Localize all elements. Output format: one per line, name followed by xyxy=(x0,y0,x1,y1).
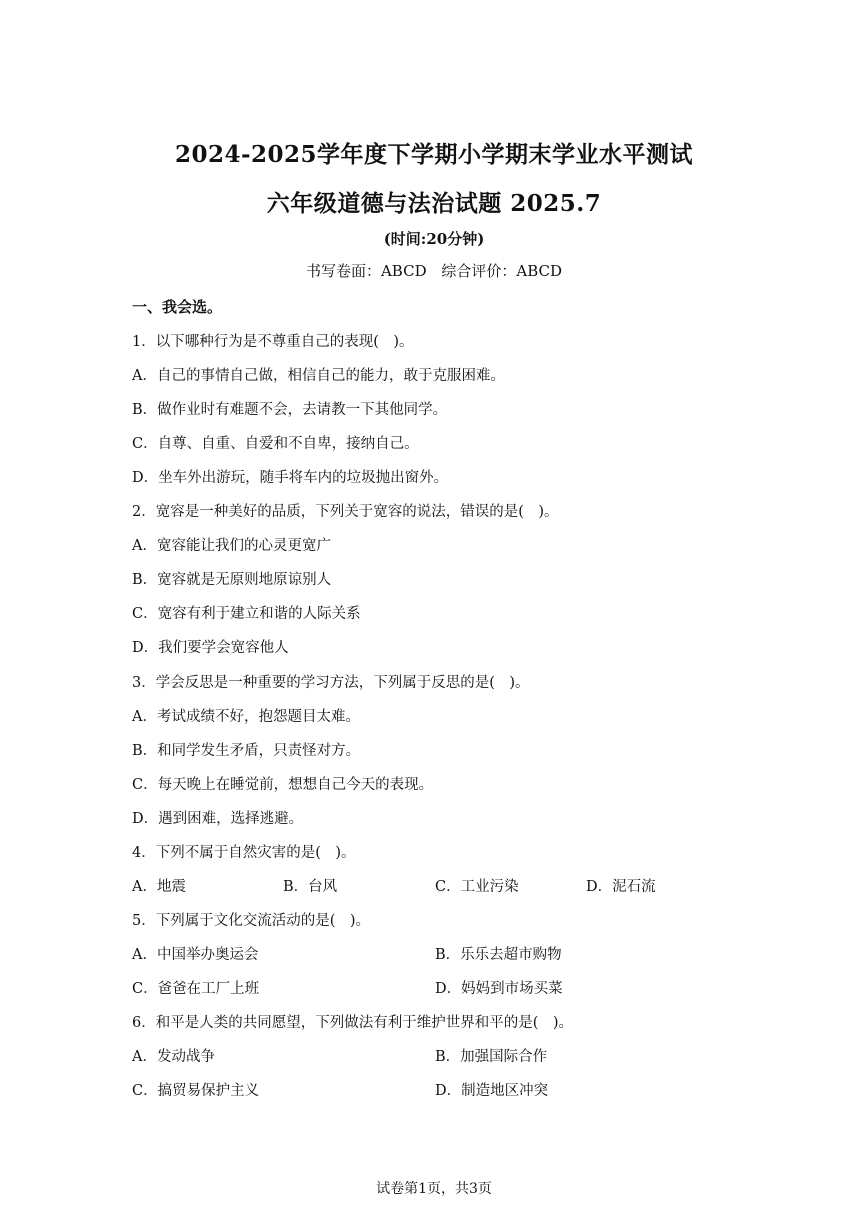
option: B．加强国际合作 xyxy=(435,1049,548,1065)
option: C．爸爸在工厂上班 xyxy=(132,981,260,997)
option: D．妈妈到市场买菜 xyxy=(435,981,563,997)
question-stem: 3．学会反思是一种重要的学习方法，下列属于反思的是( )。 xyxy=(132,675,530,691)
option: C．工业污染 xyxy=(435,879,519,895)
writing-grade: 书写卷面：ABCD xyxy=(305,262,427,280)
overall-grade: 综合评价：ABCD xyxy=(441,262,563,280)
question-stem: 1．以下哪种行为是不尊重自己的表现( )。 xyxy=(132,334,414,350)
option: A．考试成绩不好，抱怨题目太难。 xyxy=(132,709,360,725)
score-line xyxy=(0,260,868,281)
option: C．自尊、自重、自爱和不自卑，接纳自己。 xyxy=(132,436,419,452)
option: D．我们要学会宽容他人 xyxy=(132,640,289,656)
option: A．自己的事情自己做，相信自己的能力，敢于克服困难。 xyxy=(132,368,505,384)
page-footer: 试卷第1页，共3页 xyxy=(376,1181,492,1197)
section-heading: 一、我会选。 xyxy=(132,298,223,316)
option: B．台风 xyxy=(283,879,338,895)
option: A．中国举办奥运会 xyxy=(132,947,259,963)
option: D．坐车外出游玩，随手将车内的垃圾抛出窗外。 xyxy=(132,470,449,486)
option: D．制造地区冲突 xyxy=(435,1083,549,1099)
option: C．每天晚上在睡觉前，想想自己今天的表现。 xyxy=(132,777,434,793)
question-stem: 6．和平是人类的共同愿望，下列做法有利于维护世界和平的是( )。 xyxy=(132,1015,574,1031)
question-stem: 2．宽容是一种美好的品质，下列关于宽容的说法，错误的是( )。 xyxy=(132,504,559,520)
option: B．宽容就是无原则地原谅别人 xyxy=(132,572,332,588)
option: C．宽容有利于建立和谐的人际关系 xyxy=(132,606,361,622)
exam-title-line1: 2024-2025学年度下学期小学期末学业水平测试 xyxy=(174,141,694,168)
option: A．地震 xyxy=(132,879,186,895)
option: B．乐乐去超市购物 xyxy=(435,947,562,963)
exam-time: (时间:20分钟) xyxy=(383,230,485,248)
option: B．和同学发生矛盾，只责怪对方。 xyxy=(132,743,361,759)
option: A．宽容能让我们的心灵更宽广 xyxy=(132,538,331,554)
option: D．遇到困难，选择逃避。 xyxy=(132,811,304,827)
option: C．搞贸易保护主义 xyxy=(132,1083,260,1099)
option: B．做作业时有难题不会，去请教一下其他同学。 xyxy=(132,402,448,418)
option: A．发动战争 xyxy=(132,1049,215,1065)
question-stem: 4．下列不属于自然灾害的是( )。 xyxy=(132,845,356,861)
question-stem: 5．下列属于文化交流活动的是( )。 xyxy=(132,913,371,929)
option: D．泥石流 xyxy=(586,879,656,895)
exam-title-line2: 六年级道德与法治试题 2025.7 xyxy=(266,190,602,217)
